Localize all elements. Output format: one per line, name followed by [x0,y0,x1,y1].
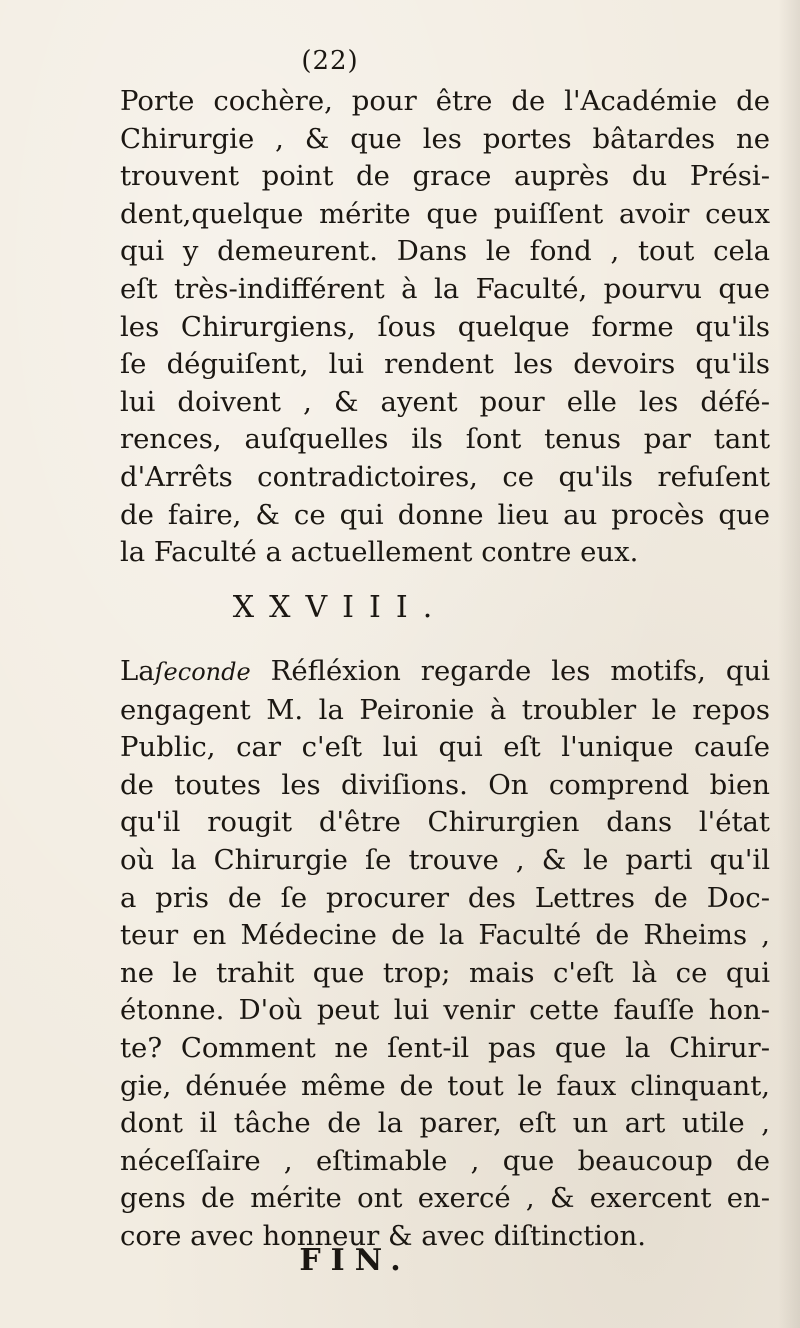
text-line: a pris de ſe procurer des Lettres de Doc- [120,881,770,914]
text-line: qu'il rougit d'être Chirurgien dans l'état [120,806,770,839]
text-rest: Réfléxion regarde les motifs, qui [250,655,770,687]
text-line: dent,quelque mérite que puiſſent avoir ceux [120,197,770,230]
text-line: la Faculté a actuellement contre eux. [120,536,639,569]
text-line: teur en Médecine de la Faculté de Rheims , [120,919,770,952]
text-line: ſe déguiſent, lui rendent les devoirs qu'ils [120,348,770,381]
fin-mark: FIN. [299,1243,411,1278]
text-line: gens de mérite ont exercé , & exercent en- [120,1182,770,1215]
section-heading: XXVIII. [232,590,448,625]
text-line: de toutes les diviſions. On comprend bien [120,768,770,801]
text-line: eſt très-indifférent à la Faculté, pourvu que [120,272,770,305]
text-line: qui y demeurent. Dans le fond , tout cela [120,235,770,268]
text-line-first [120,653,770,692]
text-line: trouvent point de grace auprès du Prési- [120,160,770,193]
paragraph-2 [120,653,770,1256]
text-line: ne le trahit que trop; mais c'eſt là ce qui [120,956,770,989]
text-line: core avec honneur & avec diſtinction. [120,1219,646,1252]
text-line: de faire, & ce qui donne lieu au procès que [120,498,770,531]
text-line: les Chirurgiens, ſous quelque forme qu'ils [120,310,770,343]
italic-word: ſeconde [154,658,251,686]
text-line: gie, dénuée même de tout le faux clinquant, [120,1069,770,1102]
text-line: néceſſaire , eſtimable , que beaucoup de [120,1144,770,1177]
page-number: (22) [301,46,359,76]
paragraph-1 [120,83,770,572]
text-prefix: La [120,655,155,687]
text-line: te? Comment ne ſent-il pas que la Chirur- [120,1031,770,1064]
page-edge-shadow [778,0,800,1328]
text-line: rences, auſquelles ils ſont tenus par tant [120,423,770,456]
text-line: Chirurgie , & que les portes bâtardes ne [120,122,770,155]
text-line: étonne. D'où peut lui venir cette fauſſe hon- [120,994,770,1027]
text-line: d'Arrêts contradictoires, ce qu'ils refuſent [120,460,770,493]
text-line: lui doivent , & ayent pour elle les défé- [120,385,770,418]
text-line: Porte cochère, pour être de l'Académie de [120,85,770,117]
text-line: engagent M. la Peironie à troubler le repos [120,693,770,726]
text-line: Public, car c'eſt lui qui eſt l'unique cauſe [120,731,770,764]
text-line: où la Chirurgie ſe trouve , & le parti qu'il [120,843,770,876]
text-line: dont il tâche de la parer, eſt un art utile , [120,1107,770,1140]
